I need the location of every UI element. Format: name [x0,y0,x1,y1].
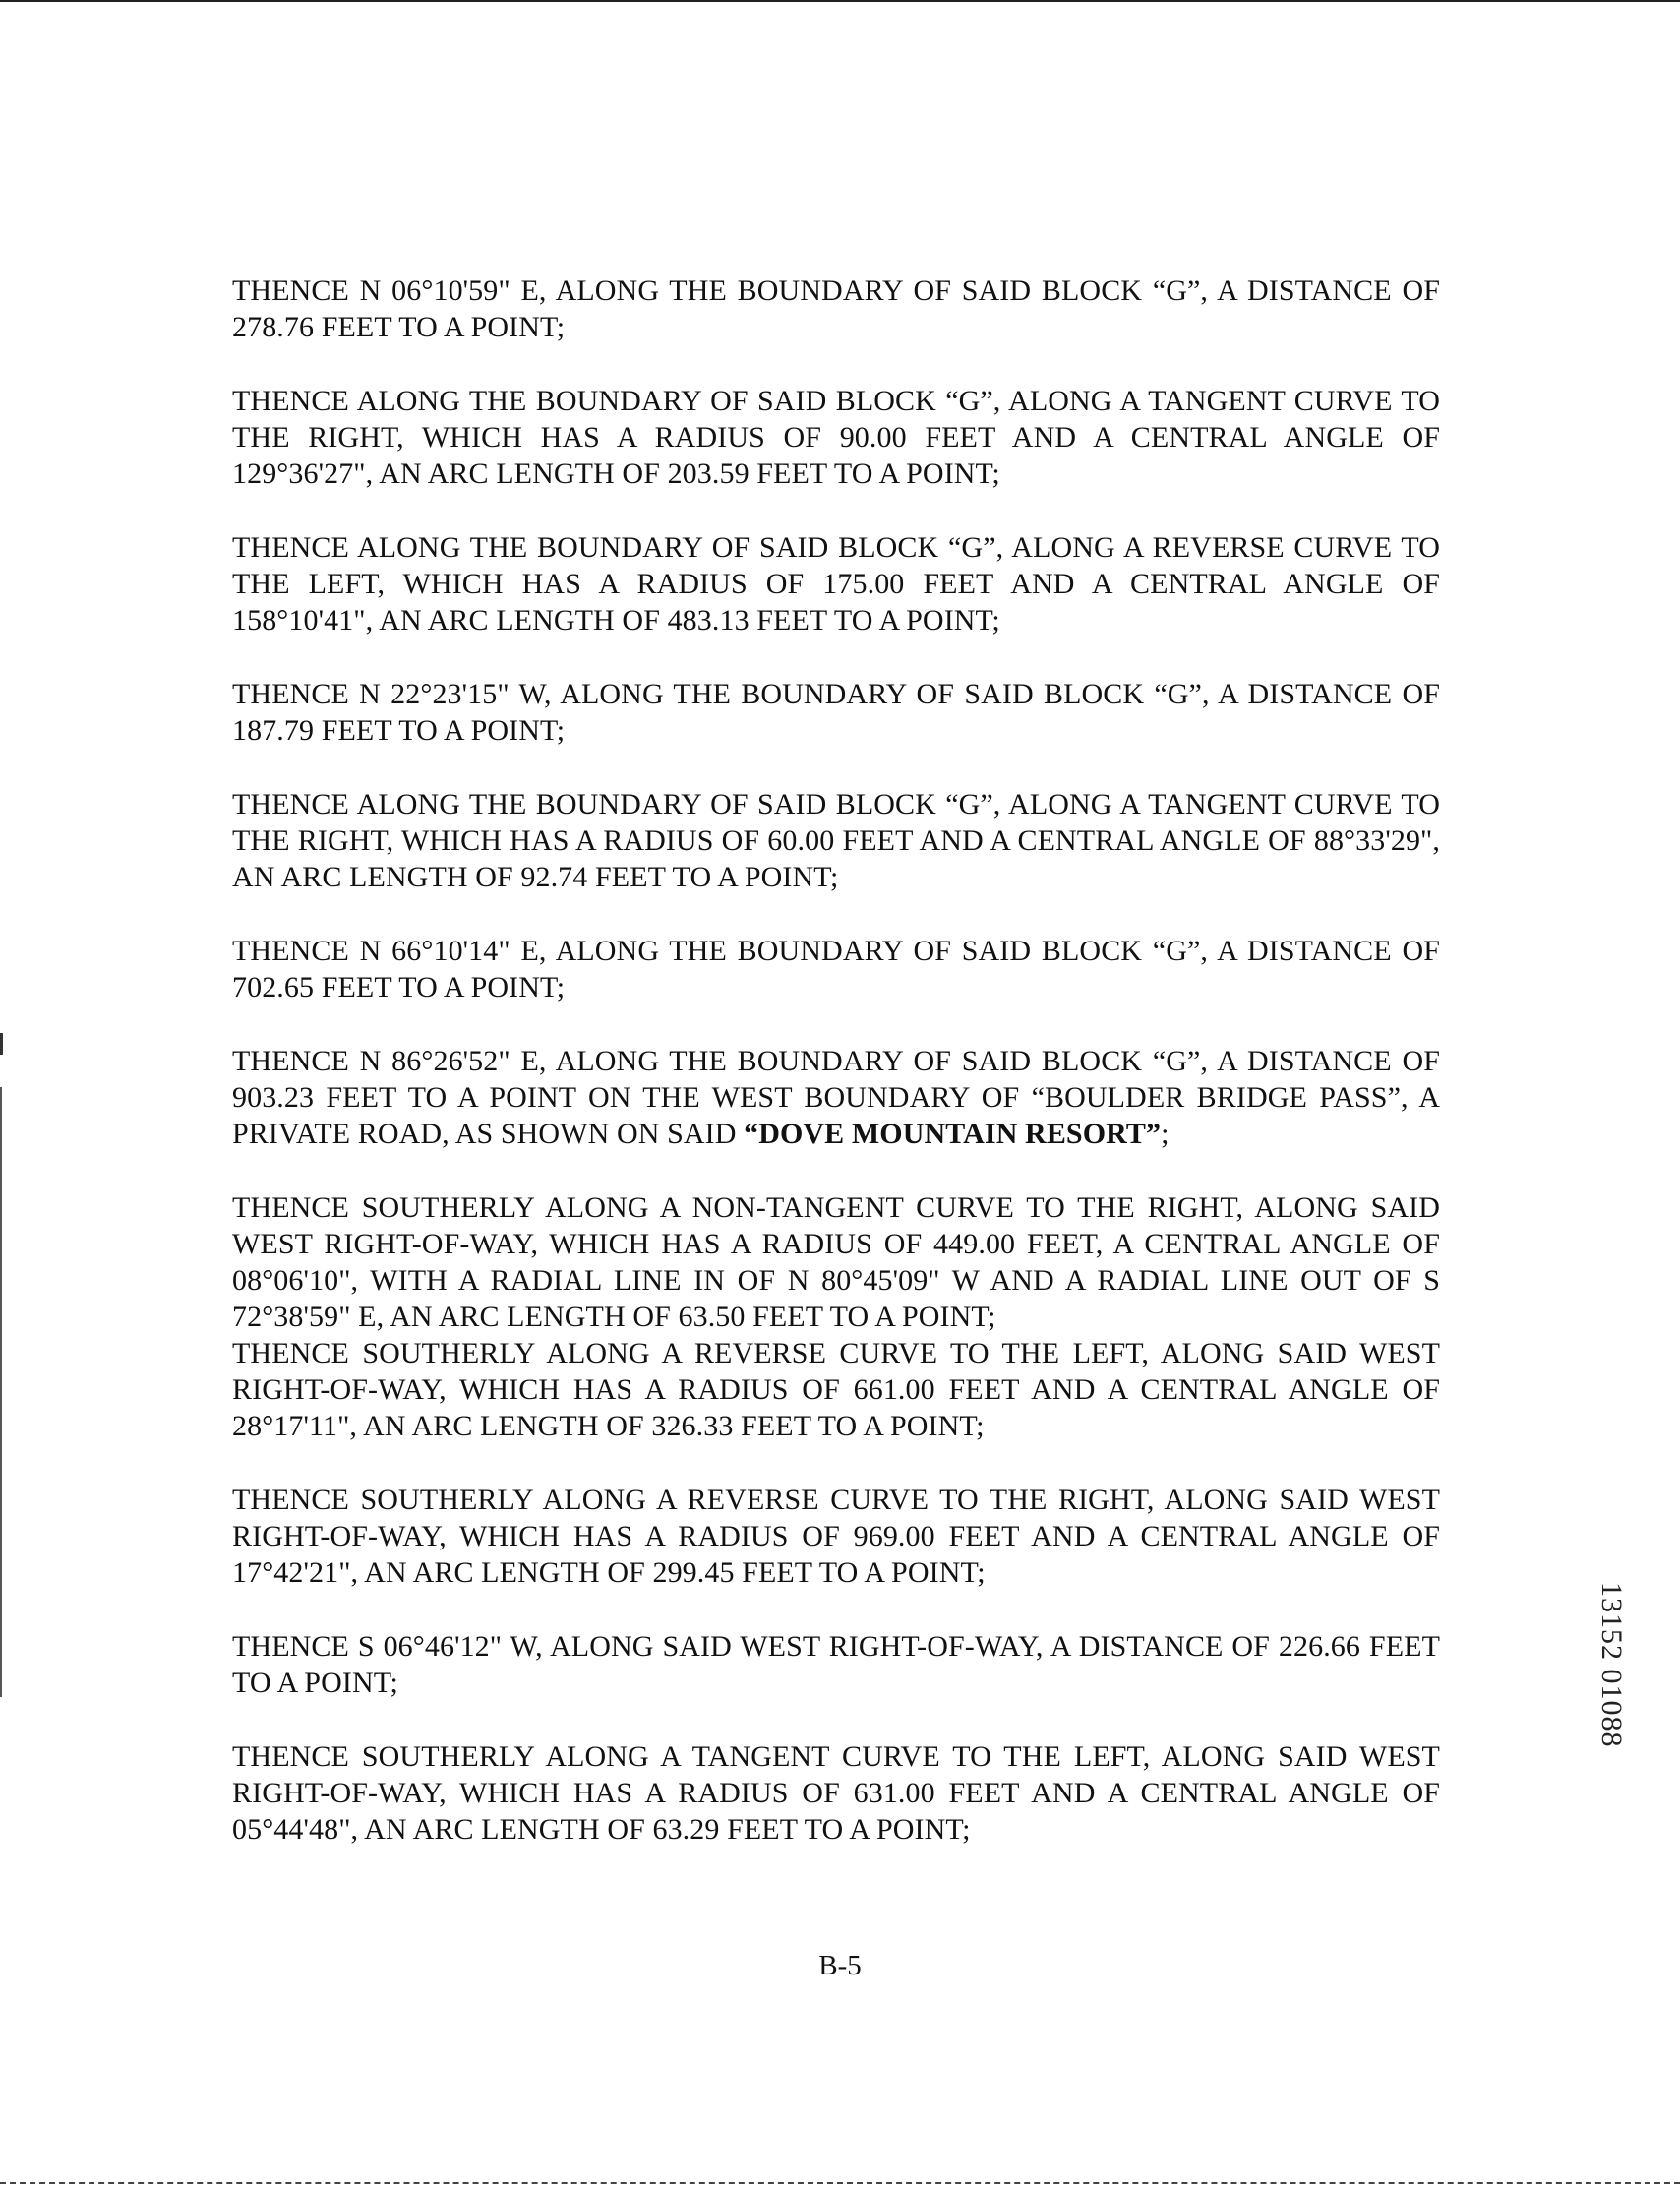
page-number: B-5 [818,1950,862,1981]
paragraph-3: THENCE ALONG THE BOUNDARY OF SAID BLOCK “G”, ALONG A REVERSE CURVE TO THE LEFT, WHICH HAS A RADIUS OF 175.00 FEET AND A CENTRAL ANGLE OF 158°10'41", AN ARC LENGTH OF 483.13 FEET TO A POINT; [232,531,1440,637]
resort-name-bold: “DOVE MOUNTAIN RESORT” [744,1118,1162,1150]
paragraph-7-text: THENCE N 86°26'52" E, ALONG THE BOUNDARY OF SAID BLOCK “G”, A DISTANCE OF 903.23 FEET TO A POINT ON THE WEST BOUNDARY OF “BOULDER BRIDGE PASS”, A PRIVATE ROAD, AS SHOWN ON SAID [232,1045,1440,1150]
paragraph-8: THENCE SOUTHERLY ALONG A NON-TANGENT CURVE TO THE RIGHT, ALONG SAID WEST RIGHT-OF-WAY, WHICH HAS A RADIUS OF 449.00 FEET, A CENTRAL ANGLE OF 08°06'10", WITH A RADIAL LINE IN OF N 80°45'09" W AND A RADIAL LINE OUT OF S 72°38'59" E, AN ARC LENGTH OF 63.50 FEET TO A POINT; [232,1191,1440,1333]
paragraph-7 [232,1043,1440,1152]
legal-description-body [232,273,1440,1885]
top-scan-border [0,0,1680,2]
paragraph-4: THENCE N 22°23'15" W, ALONG THE BOUNDARY OF SAID BLOCK “G”, A DISTANCE OF 187.79 FEET TO A POINT; [232,678,1440,747]
left-margin-tick [0,1033,3,1055]
side-recording-stamp-text: 13152 01088 [1595,1582,1628,1748]
bottom-scan-border [0,2182,1680,2187]
paragraph-5: THENCE ALONG THE BOUNDARY OF SAID BLOCK “G”, ALONG A TANGENT CURVE TO THE RIGHT, WHICH HAS A RADIUS OF 60.00 FEET AND A CENTRAL ANGLE OF 88°33'29", AN ARC LENGTH OF 92.74 FEET TO A POINT; [232,788,1440,893]
paragraph-10: THENCE SOUTHERLY ALONG A REVERSE CURVE TO THE RIGHT, ALONG SAID WEST RIGHT-OF-WAY, WHICH HAS A RADIUS OF 969.00 FEET AND A CENTRAL ANGLE OF 17°42'21", AN ARC LENGTH OF 299.45 FEET TO A POINT; [232,1484,1440,1589]
paragraph-7-tail: ; [1161,1118,1170,1150]
paragraph-2: THENCE ALONG THE BOUNDARY OF SAID BLOCK “G”, ALONG A TANGENT CURVE TO THE RIGHT, WHICH HAS A RADIUS OF 90.00 FEET AND A CENTRAL ANGLE OF 129°36'27", AN ARC LENGTH OF 203.59 FEET TO A POINT; [232,385,1440,490]
paragraph-12: THENCE SOUTHERLY ALONG A TANGENT CURVE TO THE LEFT, ALONG SAID WEST RIGHT-OF-WAY, WHICH HAS A RADIUS OF 631.00 FEET AND A CENTRAL ANGLE OF 05°44'48", AN ARC LENGTH OF 63.29 FEET TO A POINT; [232,1740,1440,1846]
paragraph-1: THENCE N 06°10'59" E, ALONG THE BOUNDARY OF SAID BLOCK “G”, A DISTANCE OF 278.76 FEET TO A POINT; [232,274,1440,343]
left-scan-edge [0,1087,2,1697]
paragraph-6: THENCE N 66°10'14" E, ALONG THE BOUNDARY OF SAID BLOCK “G”, A DISTANCE OF 702.65 FEET TO A POINT; [232,935,1440,1003]
paragraph-11: THENCE S 06°46'12" W, ALONG SAID WEST RIGHT-OF-WAY, A DISTANCE OF 226.66 FEET TO A POINT; [232,1630,1440,1699]
paragraph-9: THENCE SOUTHERLY ALONG A REVERSE CURVE TO THE LEFT, ALONG SAID WEST RIGHT-OF-WAY, WHICH HAS A RADIUS OF 661.00 FEET AND A CENTRAL ANGLE OF 28°17'11", AN ARC LENGTH OF 326.33 FEET TO A POINT; [232,1337,1440,1442]
